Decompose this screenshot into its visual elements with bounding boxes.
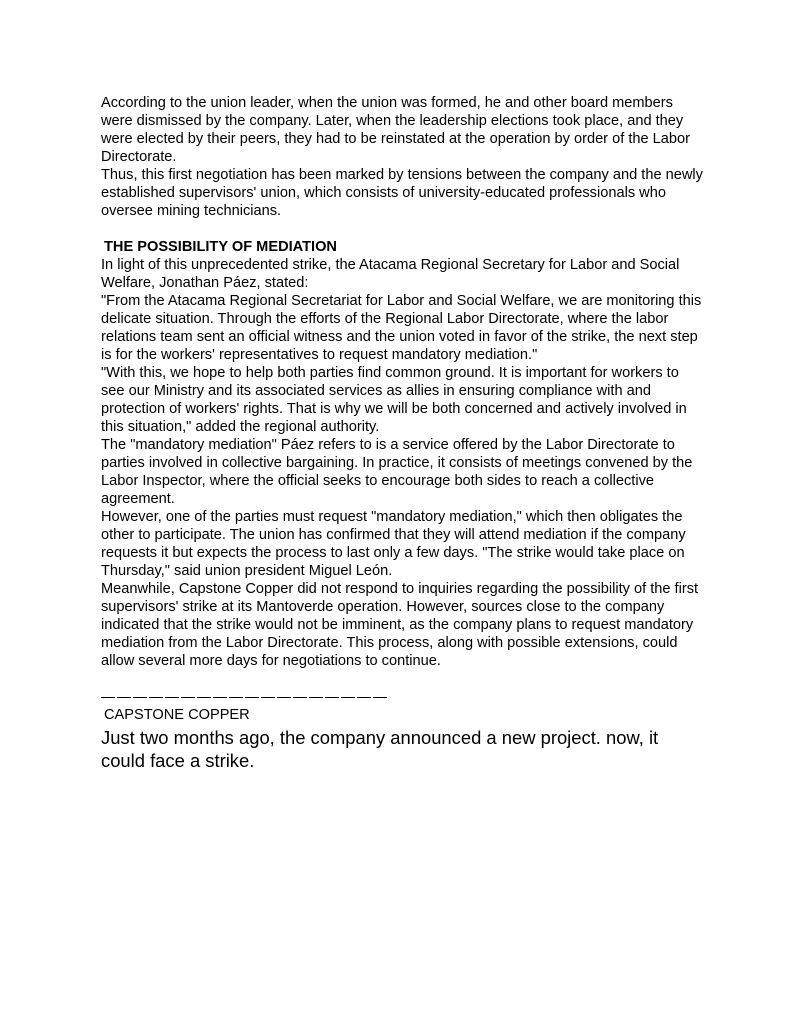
section-heading: THE POSSIBILITY OF MEDIATION (104, 239, 337, 255)
paragraph-request-mediation: However, one of the parties must request "mandatory mediation," which then obligates the other to participate. The union has confirmed that they will attend mediation if the company requests it but expects the process to last only a few days. "The strike would take place on Thursday," said union president Miguel León. (101, 509, 686, 579)
document-page (101, 94, 706, 772)
paragraph-capstone-response: Meanwhile, Capstone Copper did not respond to inquiries regarding the possibility of the first supervisors' strike at its Mantoverde operation. However, sources close to the company indicated that the strike would not be imminent, as the company plans to request mandatory mediation from the Labor Directorate. This process, along with possible extensions, could allow several more days for negotiations to continue. (101, 581, 699, 669)
related-source-label: CAPSTONE COPPER (104, 707, 250, 723)
paragraph-regional-secretary: In light of this unprecedented strike, the Atacama Regional Secretary for Labor and Social Welfare, Jonathan Páez, stated: (101, 257, 680, 291)
related-headline[interactable]: Just two months ago, the company announced a new project. now, it could face a strike. (101, 727, 659, 771)
paragraph-quote-monitoring: "From the Atacama Regional Secretariat for Labor and Social Welfare, we are monitoring this delicate situation. Through the efforts of the Regional Labor Directorate, where the labor relations team sent an official witness and the union voted in favor of the strike, the next step is for the workers' representatives to request mandatory mediation." (101, 293, 702, 363)
paragraph-quote-common-ground: "With this, we hope to help both parties find common ground. It is important for workers to see our Ministry and its associated services as allies in ensuring compliance with and protection of workers' rights. That is why we will be both concerned and actively involved in this situation," added the regional authority. (101, 365, 687, 435)
paragraph-mandatory-mediation: The "mandatory mediation" Páez refers to is a service offered by the Labor Directorate to parties involved in collective bargaining. In practice, it consists of meetings convened by the Labor Inspector, where the official seeks to encourage both sides to reach a collective agreement. (101, 437, 693, 507)
paragraph-gap (101, 220, 706, 238)
paragraph-first-negotiation: Thus, this first negotiation has been marked by tensions between the company and the newly established supervisors' union, which consists of university-educated professionals who oversee mining technicians. (101, 167, 703, 219)
paragraph-union-leader: According to the union leader, when the union was formed, he and other board members were dismissed by the company. Later, when the leadership elections took place, and they were elected by their peers, they had to be reinstated at the operation by order of the Labor Directorate. (101, 95, 690, 165)
separator (101, 688, 706, 706)
separator-line (101, 697, 389, 698)
